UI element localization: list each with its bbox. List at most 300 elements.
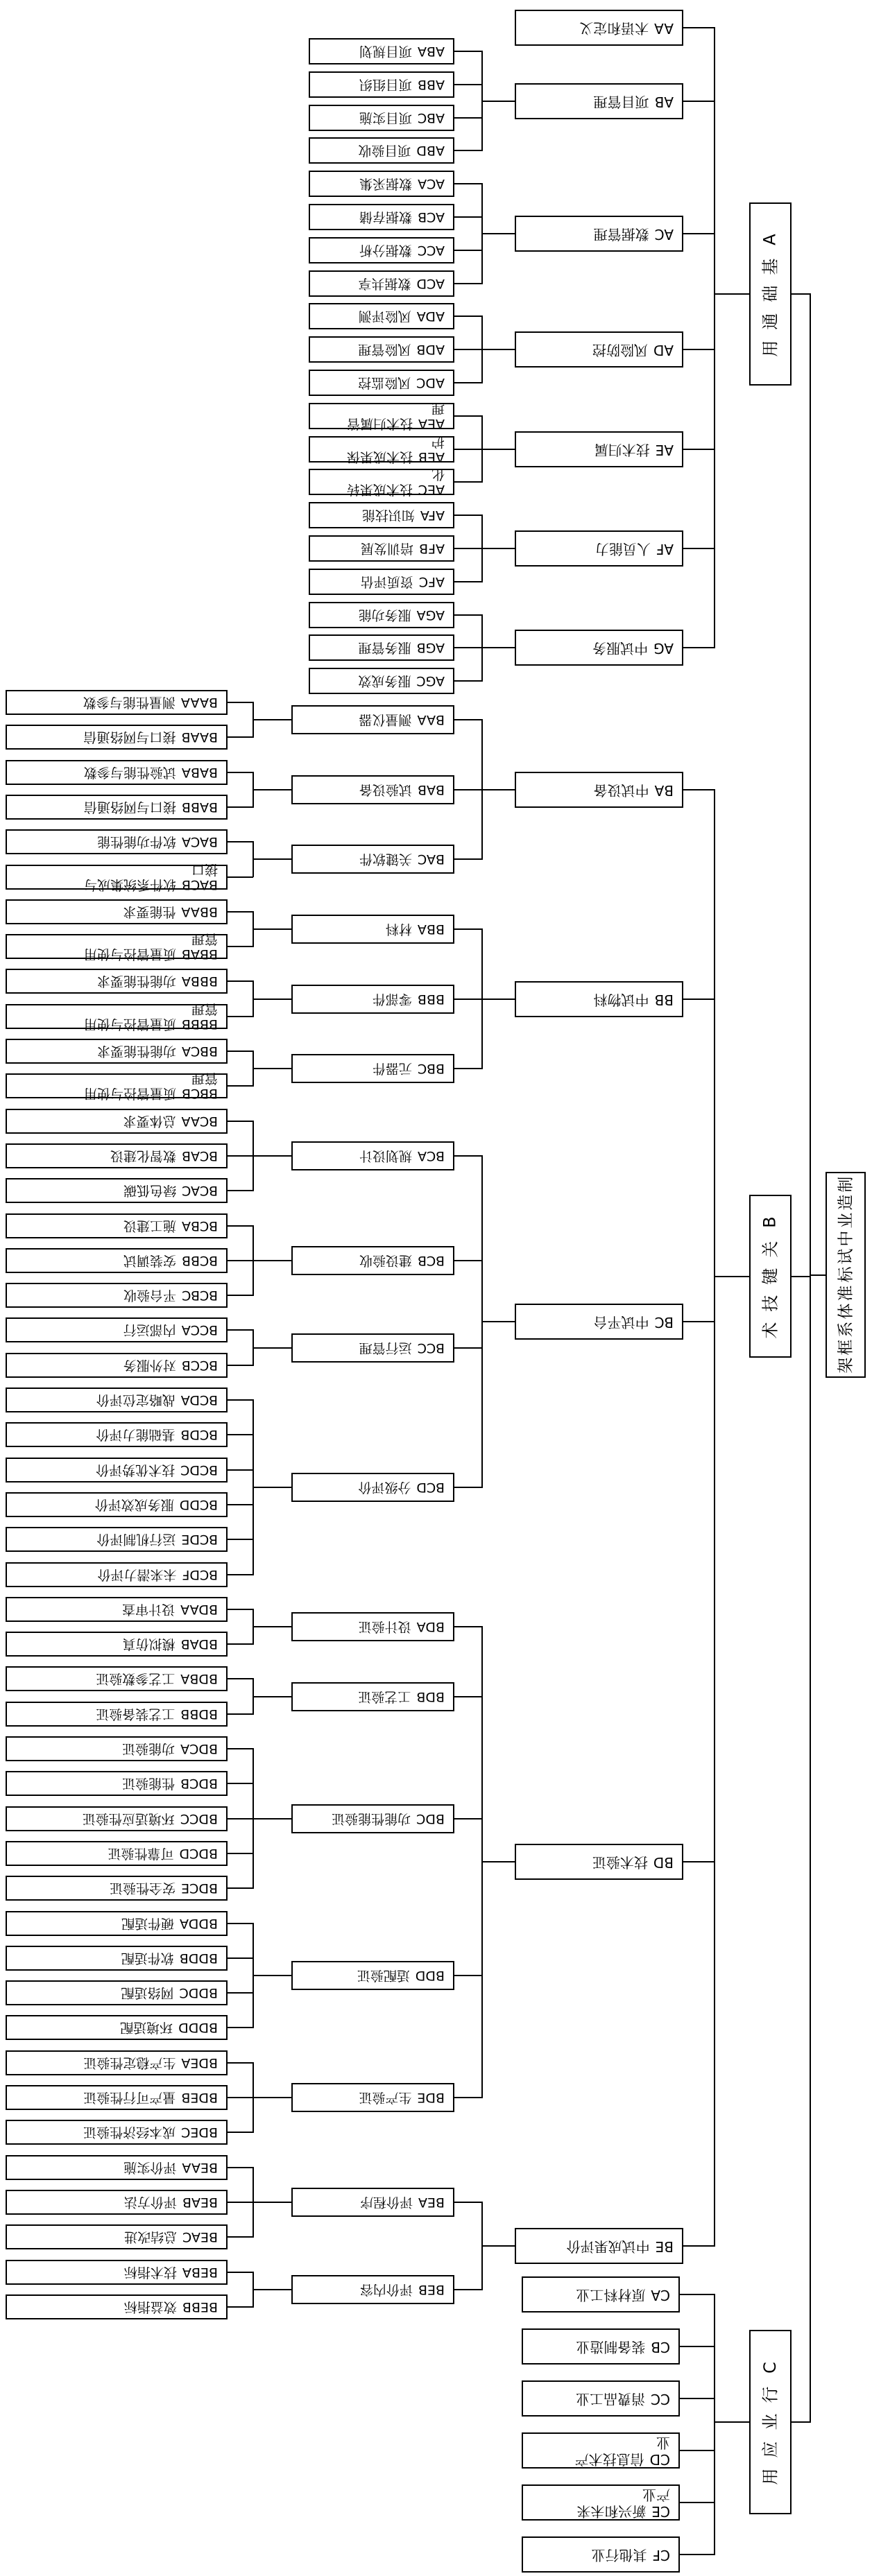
rotated-label [7,1494,226,1516]
rotated-label [7,1598,226,1620]
node-code: BABA [181,764,218,780]
node-box-BB [515,981,683,1017]
node-name: 数据共享 [358,275,411,291]
node-box-CF [522,2536,680,2573]
node-label [121,1951,218,1966]
node-label [83,2125,218,2140]
connector-line [228,911,253,913]
node-code: BDC [416,1810,445,1826]
node-name: 中试设备 [593,781,649,799]
rotated-label [7,1842,226,1865]
connector-line [228,1609,253,1610]
node-box-BDCC [6,1806,228,1831]
connector-line [454,581,482,582]
node-code: CB [651,2338,670,2355]
node-code: BDEA [181,2055,218,2071]
node-code: ADC [416,375,445,391]
connector-line [454,2097,482,2098]
rotated-label [7,2226,226,2248]
node-code: BDDB [179,1951,218,1966]
node-label [96,1532,218,1547]
connector-line [454,1155,482,1157]
node-name: 环境适配 [120,2020,173,2036]
rotated-label [7,1424,226,1446]
connector-line [228,772,253,773]
node-box-BEB [291,2275,454,2304]
node-box-ADA [309,303,454,329]
node-code: BDCD [179,1846,218,1862]
node-label [121,1915,218,1930]
node-label [122,1741,218,1756]
node-code: BEA [418,2195,445,2211]
root-box [826,1172,866,1378]
node-name: 服务管理 [358,640,411,656]
node-code: BCAC [182,1183,218,1199]
node-code: AC [654,225,674,243]
connector-line [680,2398,715,2399]
node-box-BBAA [6,899,228,924]
node-label [361,574,445,589]
connector-line [228,1155,253,1157]
node-name: 性能要求 [123,904,176,919]
label-char: 础 [760,286,780,302]
node-name: 硬件适配 [121,1915,175,1931]
node-code: BCAA [181,1113,218,1129]
node-label [592,1854,674,1871]
node-name: 关键软件 [359,852,413,867]
node-label [359,2090,445,2105]
node-box-BDCE [6,1876,228,1901]
rotated-label [293,2084,453,2111]
rotated-label [310,467,453,498]
connector-line [228,702,253,703]
rotated-label [516,631,682,664]
connector-line [680,2294,715,2295]
connector-line [482,1861,515,1862]
node-name: 信息技术产业 [574,2435,670,2468]
connector-line [228,2272,253,2273]
label-char: 试 [836,1248,855,1265]
rotated-label [523,2538,678,2571]
node-name: 生产验证 [359,2090,412,2106]
node-box-BABA [6,760,228,785]
node-code: BEB [418,2281,445,2297]
rotated-label [523,2330,678,2363]
connector-line [482,449,515,450]
node-box-BCDC [6,1458,228,1483]
connector-line [454,183,482,184]
node-label [357,1968,445,1983]
node-name: 网络适配 [121,1985,174,2001]
node-name: 术语和定义 [579,19,649,37]
rotated-label [7,1912,226,1935]
node-name: 零部件 [372,991,412,1007]
branch-box-A [749,202,792,386]
node-code: AA [654,19,674,37]
rotated-label [293,2276,453,2303]
connector-line [454,647,482,648]
node-code: BCAB [182,1148,218,1164]
node-box-BBA [291,915,454,944]
rotated-label [7,831,226,853]
node-label [576,2390,670,2407]
rotated-label [310,603,453,627]
connector-line [253,719,291,720]
node-label [359,44,445,59]
node-box-BDCD [6,1841,228,1866]
node-code: BCDC [180,1462,218,1478]
node-name: 运行管理 [359,1340,412,1356]
node-label [358,1688,445,1704]
node-name: 中试物料 [593,991,649,1008]
connector-line [253,999,291,1000]
node-name: 对外服务 [123,1357,176,1373]
node-code: AB [654,93,674,110]
node-box-AGA [309,602,454,628]
connector-line [454,349,482,350]
node-box-ABC [309,105,454,131]
node-code: ABC [418,110,445,126]
node-code: BBA [417,922,445,937]
node-label [566,2486,670,2518]
connector-line [482,548,515,549]
connector-line [482,1321,515,1322]
node-label [84,764,218,779]
node-code: BBB [417,991,445,1007]
node-label [386,922,445,937]
rotated-label [516,11,682,44]
node-label [79,1071,218,1102]
node-box-AB [515,83,683,119]
node-code: AFC [418,574,445,589]
node-name: 元器件 [372,1061,412,1077]
node-label [359,782,445,797]
connector-line [482,789,515,790]
node-code: ABB [417,77,445,92]
node-box-BCCB [6,1353,228,1378]
node-label [83,2055,218,2070]
node-code: BAAA [180,695,218,711]
rotated-label [7,1215,226,1237]
connector-line [253,1487,291,1488]
node-name: 装备制造业 [576,2338,646,2355]
node-box-BDA [291,1612,454,1641]
node-box-BBB [291,985,454,1014]
node-code: AGA [416,607,445,623]
connector-line [228,1539,253,1540]
node-name: 适配验证 [357,1968,410,1984]
node-name: 试验性能与参数 [83,764,176,780]
node-code: BDCA [180,1741,218,1757]
rotated-label [7,2016,226,2039]
node-code: BD [653,1854,674,1872]
rotated-label [7,2052,226,2074]
rotated-label [7,1040,226,1062]
connector-line [714,789,715,2247]
label-char: C [760,2362,780,2374]
node-name: 基础能力评价 [96,1427,176,1443]
connector-line [228,1016,253,1017]
node-label [79,1001,218,1032]
node-code: AEB [418,449,445,465]
node-box-BACB [6,861,228,892]
node-box-AGC [309,668,454,694]
node-name: 工艺参数验证 [96,1671,176,1687]
root-trunk-line [810,293,811,2423]
rotated-label [310,106,453,130]
node-label [79,861,218,892]
connector-line [680,2450,715,2451]
node-label [123,904,218,919]
node-code: BBC [417,1061,445,1077]
node-name: 技术指标 [123,2264,177,2280]
rotated-label [310,570,453,594]
node-name: 生产稳定性验证 [83,2055,176,2071]
label-char: 体 [836,1303,855,1320]
rotated-label [7,1808,226,1830]
node-name: 培训发展 [361,541,414,557]
connector-line [228,1957,253,1959]
connector-line [683,2245,715,2247]
node-box-AF [515,530,683,567]
rotated-vertical-label [751,1196,790,1356]
connector-line [714,2294,715,2555]
rotated-label [516,217,682,250]
connector-line [228,876,253,878]
node-name: 数智化建设 [110,1148,176,1164]
connector-line [482,349,515,350]
node-box-BAA [291,705,454,734]
connector-line [454,250,482,251]
node-box-ABA [309,38,454,64]
connector-line [454,1260,482,1261]
node-code: BDEC [181,2125,218,2141]
label-char: 业 [760,2414,780,2430]
rotated-label [516,2229,682,2263]
node-name: 软件系统集成与接口 [83,861,218,892]
connector-line [228,2027,253,2028]
rotated-label [7,1703,226,1725]
node-box-CD [522,2432,680,2469]
node-box-AEB [309,433,454,465]
connector-line [454,1626,482,1627]
node-code: BCBB [181,1253,218,1268]
node-label [97,974,218,989]
node-code: BCBA [182,1218,218,1234]
node-name: 战略定位评价 [96,1392,176,1408]
connector-line [228,2167,253,2168]
node-code: BCD [416,1479,445,1495]
rotated-label [293,1474,453,1501]
node-code: BDCE [181,1881,218,1896]
node-code: AG [653,640,674,657]
connector-line [454,515,482,516]
node-name: 效益指标 [123,2299,177,2315]
connector-line [482,233,515,234]
node-name: 技术验证 [592,1854,648,1872]
rotated-label [7,2191,226,2213]
connector-line [683,548,715,549]
rotated-label [310,400,453,432]
rotated-label [310,239,453,262]
rotated-label [310,272,453,295]
node-box-AA [515,10,683,46]
node-label [594,991,674,1008]
node-name: 测量仪器 [359,712,412,728]
rotated-label [293,707,453,733]
rotated-label [310,73,453,96]
node-label [97,834,218,849]
node-box-BCDA [6,1388,228,1412]
node-code: BDA [416,1619,445,1635]
rotated-label [310,139,453,162]
node-box-BDD [291,1961,454,1990]
node-code: BDCC [180,1810,218,1826]
node-box-BDEC [6,2120,228,2145]
connector-line [454,1975,482,1976]
node-code: BCDE [181,1532,218,1548]
node-label [359,1253,445,1268]
connector-line [228,980,253,982]
node-label [108,1846,218,1861]
node-box-BCBB [6,1248,228,1273]
node-box-BC [515,1304,683,1340]
node-name: 评价实施 [123,2159,177,2175]
node-name: 技术成果保护 [346,433,445,465]
connector-line [228,1992,253,1994]
connector-line [454,999,482,1000]
node-box-BEAA [6,2155,228,2180]
node-box-BCAC [6,1178,228,1203]
node-box-AFA [309,502,454,528]
connector-line [683,101,715,102]
node-name: 材料 [385,922,412,937]
connector-line [454,1487,482,1488]
node-box-BCCA [6,1317,228,1342]
node-label [359,243,445,258]
node-code: BC [654,1313,674,1331]
node-code: BEAB [182,2195,218,2211]
connector-line [228,1225,253,1227]
node-label [124,2299,218,2315]
node-code: BCDB [180,1427,218,1443]
connector-line [714,27,715,648]
node-code: BACA [182,834,218,850]
node-name: 量产可行性验证 [83,2090,176,2106]
connector-line [228,2202,253,2203]
node-label [123,1636,218,1652]
connector-line [454,481,482,483]
connector-line [228,1923,253,1924]
node-box-ABB [309,71,454,98]
node-label [595,441,674,458]
connector-line [253,2202,291,2203]
node-label [97,1566,218,1582]
node-code: BCCA [181,1322,218,1338]
node-box-BDEB [6,2085,228,2110]
node-label [359,640,445,655]
node-label [359,712,445,727]
connector-line [454,1696,482,1697]
label-char: 标 [836,1266,855,1283]
node-name: 服务功能 [358,607,411,623]
connector-line [454,548,482,549]
node-label [359,110,445,125]
node-label [110,1148,218,1164]
connector-line [454,283,482,284]
node-name: 评价内容 [359,2281,413,2297]
node-code: BBCA [182,1044,218,1060]
rotated-label [7,1772,226,1795]
connector-line [683,1321,715,1322]
rotated-label [523,2434,678,2467]
node-code: BEBB [182,2299,218,2315]
node-label [359,209,445,225]
label-char: 通 [760,313,780,330]
node-code: BDB [416,1688,445,1704]
rotated-label [7,1354,226,1376]
node-label [124,2264,218,2279]
node-code: BCC [417,1340,445,1356]
label-char: 术 [760,1322,780,1339]
rotated-label [7,1284,226,1306]
node-label [95,1497,218,1512]
node-box-BDAB [6,1632,228,1657]
connector-line [253,2097,291,2098]
rotated-label [310,636,453,659]
node-name: 风险监控 [358,375,411,391]
connector-line [228,1504,253,1505]
node-code: BCB [417,1253,445,1268]
node-box-BDE [291,2083,454,2112]
node-name: 性能验证 [122,1776,176,1792]
label-char: A [760,234,780,245]
rotated-label [293,1684,453,1710]
connector-line [228,1853,253,1854]
label-char: 用 [760,2468,780,2485]
node-box-BCBA [6,1213,228,1238]
node-label [579,19,674,36]
node-code: ACB [418,209,445,225]
node-code: BDDC [179,1985,218,2001]
node-box-AC [515,216,683,252]
label-char: 技 [760,1295,780,1312]
node-box-BDBA [6,1666,228,1691]
label-char: 行 [760,2386,780,2403]
node-box-CC [522,2380,680,2417]
rotated-label [523,2382,678,2415]
node-name: 环境适应性验证 [82,1810,175,1826]
node-box-ACD [309,270,454,297]
node-box-BBAB [6,931,228,962]
connector-line [715,1276,749,1277]
node-box-ABD [309,137,454,164]
node-box-BDDB [6,1946,228,1971]
node-box-ACA [309,171,454,197]
node-box-BABB [6,795,228,820]
node-label [594,93,674,110]
node-box-BDEA [6,2050,228,2075]
node-name: 功能性能验证 [332,1810,411,1826]
node-box-AFC [309,569,454,595]
connector-line [680,2554,715,2555]
connector-line [228,1434,253,1435]
node-name: 绿色低碳 [123,1183,177,1199]
connector-line [715,293,749,295]
node-label [121,1985,218,2000]
node-code: BCA [418,1148,445,1164]
node-label [358,375,445,390]
